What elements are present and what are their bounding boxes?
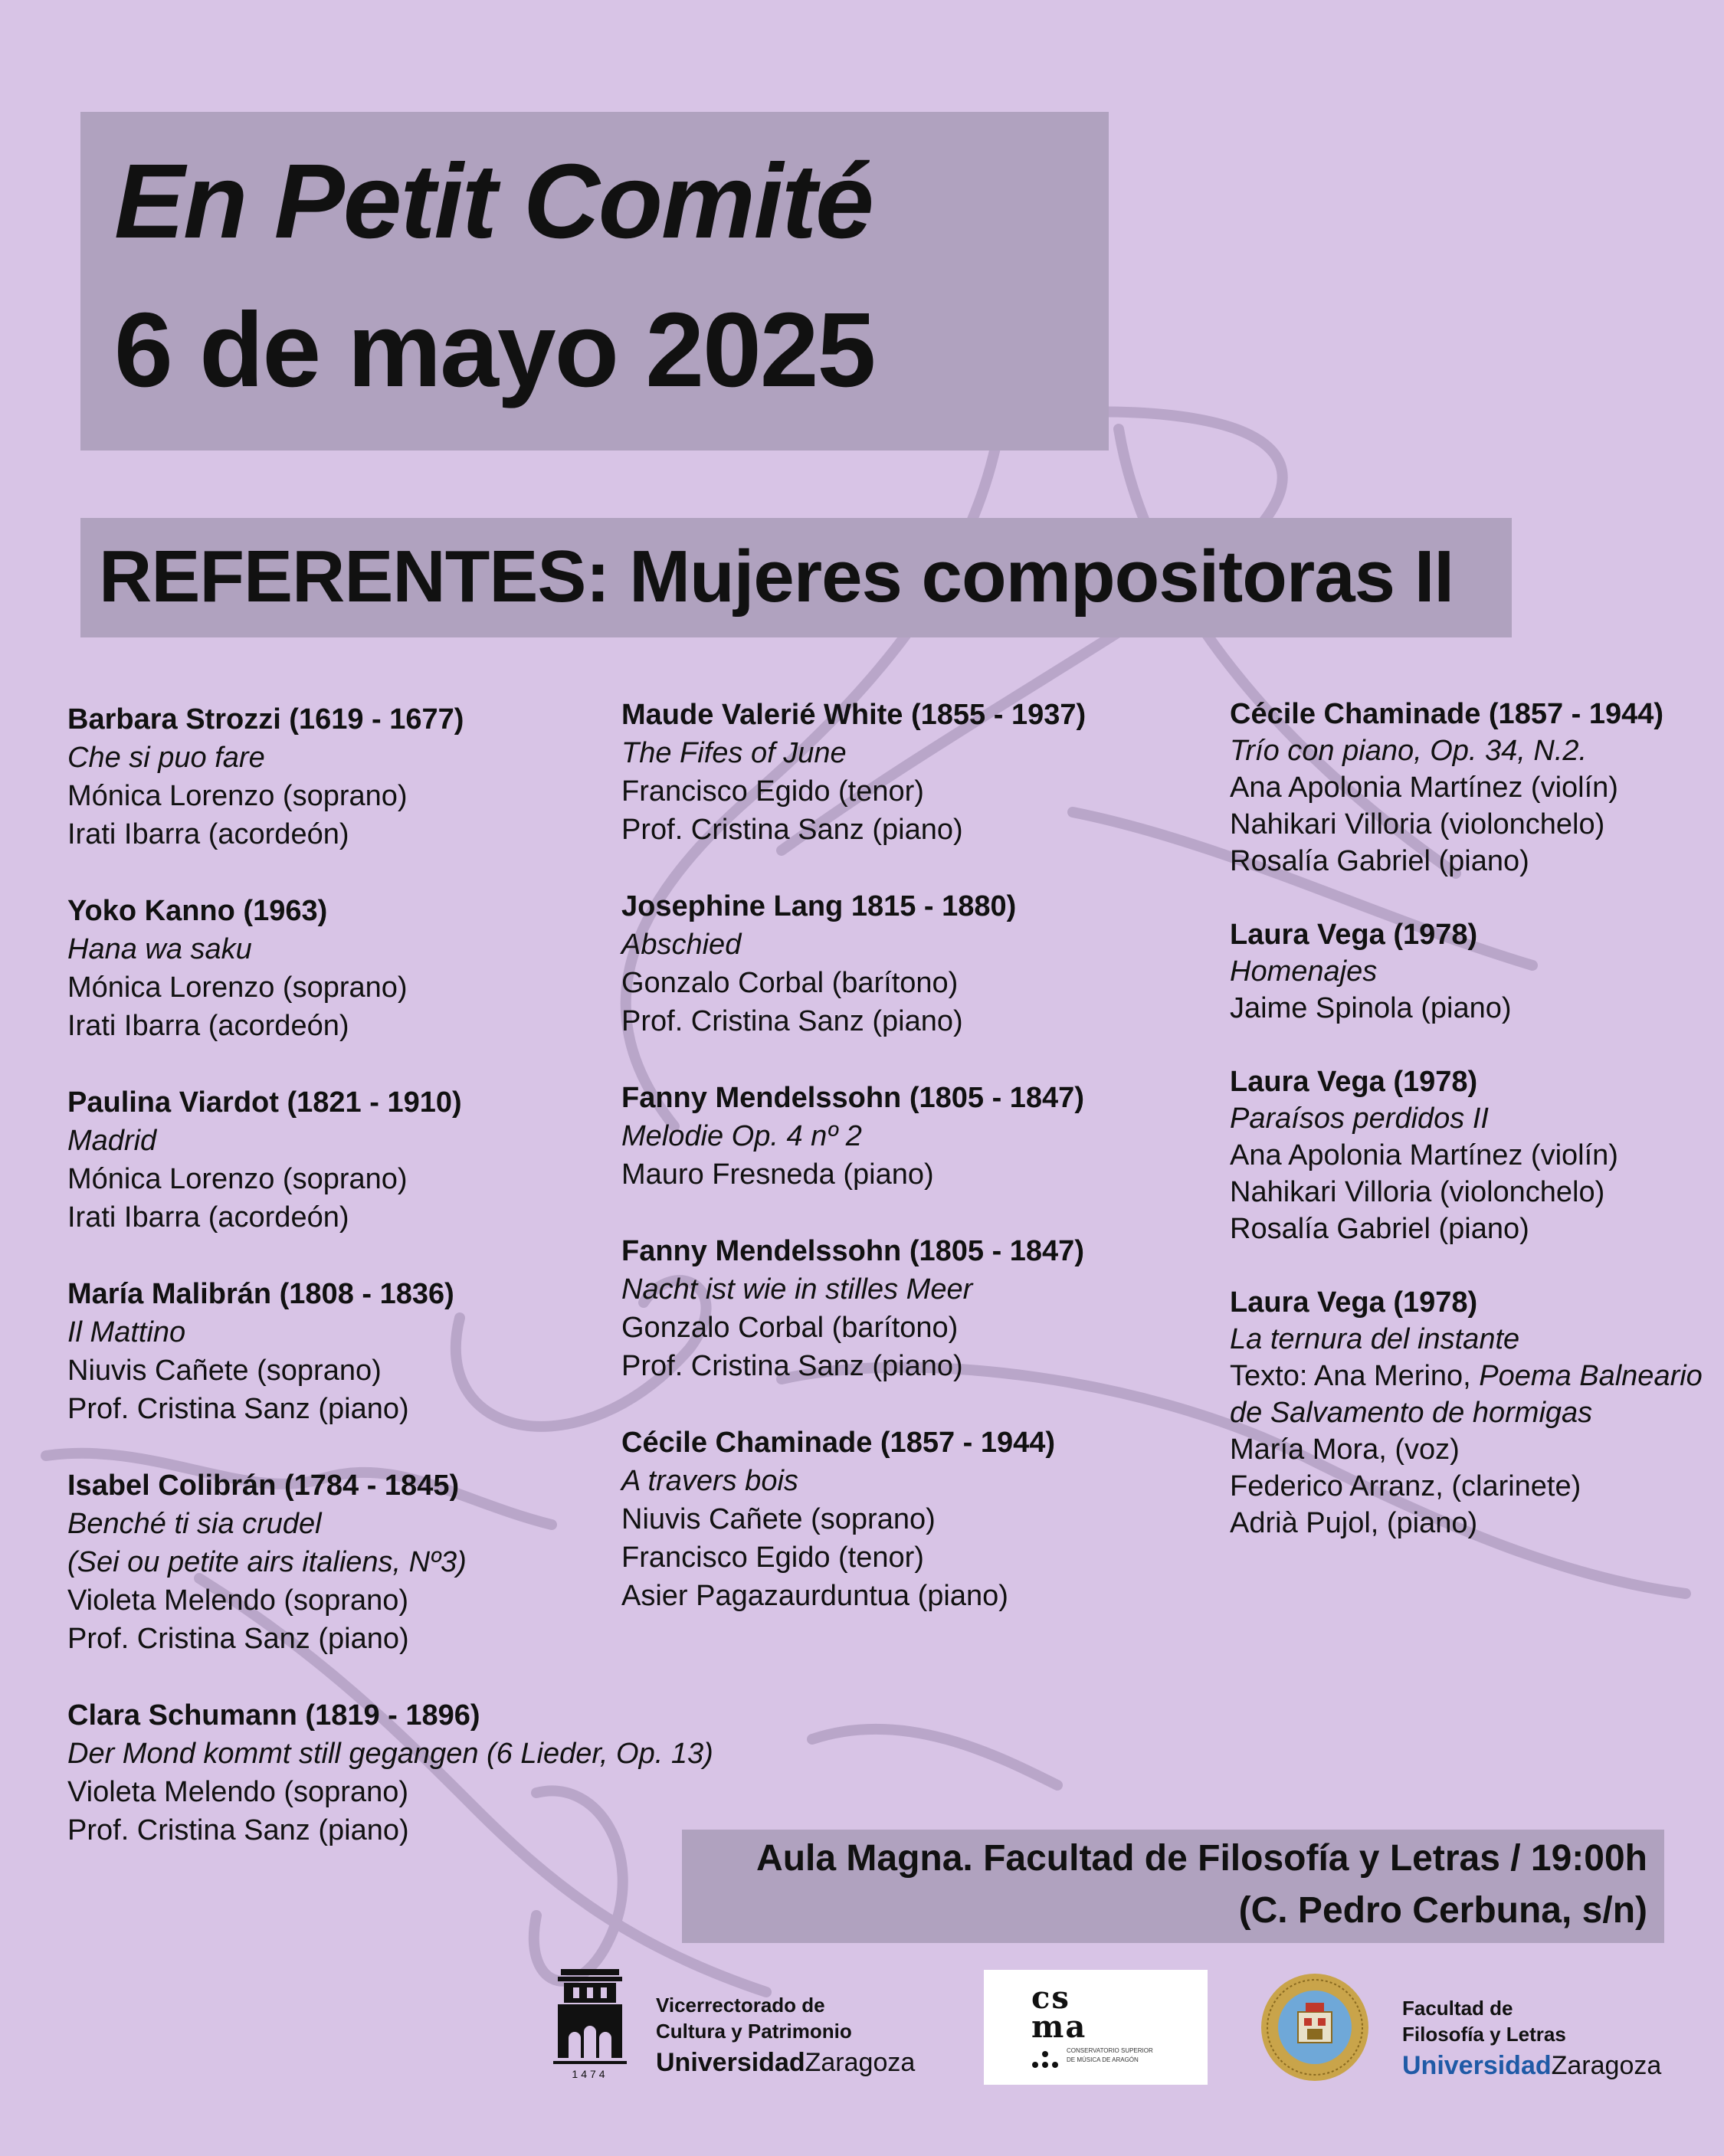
performer: Prof. Cristina Sanz (piano) [67,1814,409,1846]
zaragoza-word: Zaragoza [805,2048,916,2077]
composer-name: Clara Schumann (1819 - 1896) [67,1699,480,1732]
work-title: Paraísos perdidos II [1230,1103,1489,1135]
program-entry [621,1079,1234,1194]
composer-name: Barbara Strozzi (1619 - 1677) [67,703,464,736]
csma-caption-line1: CONSERVATORIO SUPERIOR [1067,2047,1153,2054]
performer: Ana Apolonia Martínez (violín) [1230,772,1618,804]
program-column-3 [1230,696,1720,1578]
composer-name: Fanny Mendelssohn (1805 - 1847) [621,1082,1084,1114]
performer: Mónica Lorenzo (soprano) [67,972,408,1004]
performer: Gonzalo Corbal (barítono) [621,967,959,999]
performer: Adrià Pujol, (piano) [1230,1507,1478,1539]
program-entry [621,887,1234,1040]
program-entry [1230,1063,1720,1247]
program-entry [1230,916,1720,1027]
performer: Niuvis Cañete (soprano) [621,1503,936,1535]
program-entry [1230,1284,1720,1542]
work-title: Nacht ist wie in stilles Meer [621,1273,973,1306]
work-title: Abschied [621,929,742,961]
performer: Nahikari Villoria (violonchelo) [1230,1176,1605,1208]
text-credit [1230,1358,1720,1394]
performer: Mónica Lorenzo (soprano) [67,780,408,812]
performer: Violeta Melendo (soprano) [67,1776,409,1808]
performer: Federico Arranz, (clarinete) [1230,1470,1581,1502]
faculty-line2: Filosofía y Letras [1402,2023,1566,2046]
performer: Rosalía Gabriel (piano) [1230,845,1529,877]
poem-title-cont: de Salvamento de hormigas [1230,1397,1593,1429]
poem-title: Poema Balneario [1479,1360,1703,1392]
zaragoza-word: Zaragoza [1551,2051,1662,2080]
venue-location: Aula Magna. Facultad de Filosofía y Letras / 19:00h [756,1838,1647,1879]
performer: Nahikari Villoria (violonchelo) [1230,808,1605,840]
performer: Francisco Egido (tenor) [621,1542,924,1574]
text-credit-prefix: Texto: Ana Merino, [1230,1360,1480,1392]
performer: Prof. Cristina Sanz (piano) [67,1393,409,1425]
performer: Niuvis Cañete (soprano) [67,1355,382,1387]
composer-name: Cécile Chaminade (1857 - 1944) [1230,698,1664,730]
university-tower-logo [553,1968,627,2081]
faculty-logo-text [1402,1995,1661,2081]
composer-name: Laura Vega (1978) [1230,919,1478,951]
csma-dots-icon [1031,2050,1062,2071]
composer-name: Josephine Lang 1815 - 1880) [621,890,1017,922]
performer: Gonzalo Corbal (barítono) [621,1312,959,1344]
performer: Prof. Cristina Sanz (piano) [621,1005,963,1037]
performer: Mauro Fresneda (piano) [621,1158,934,1191]
composer-name: Yoko Kanno (1963) [67,895,328,927]
composer-name: María Malibrán (1808 - 1836) [67,1278,454,1310]
csma-mark-line2: ma [1031,2009,1087,2045]
university-wordmark [656,2047,915,2078]
performer: Ana Apolonia Martínez (violín) [1230,1139,1618,1171]
work-title: Homenajes [1230,955,1378,988]
performer: Francisco Egido (tenor) [621,775,924,808]
university-word: Universidad [656,2048,805,2077]
performer: Prof. Cristina Sanz (piano) [67,1623,409,1655]
work-title: Il Mattino [67,1316,186,1348]
work-title: Trío con piano, Op. 34, N.2. [1230,735,1588,767]
work-subtitle: (Sei ou petite airs italiens, Nº3) [67,1546,467,1578]
program-entry [1230,696,1720,880]
composer-name: Fanny Mendelssohn (1805 - 1847) [621,1235,1084,1267]
composer-name: Laura Vega (1978) [1230,1286,1478,1319]
work-title: Madrid [67,1125,157,1157]
program-column-2 [621,696,1234,1653]
performer: María Mora, (voz) [1230,1434,1460,1466]
subtitle-box [80,518,1512,637]
composer-name: Isabel Colibrán (1784 - 1845) [67,1470,460,1502]
event-date: 6 de mayo 2025 [114,291,875,409]
performer: Asier Pagazaurduntua (piano) [621,1580,1008,1612]
composer-name: Cécile Chaminade (1857 - 1944) [621,1427,1056,1459]
performer: Mónica Lorenzo (soprano) [67,1163,408,1195]
tower-year: 1474 [572,2068,608,2080]
performer: Prof. Cristina Sanz (piano) [621,1350,963,1382]
work-title: Hana wa saku [67,933,252,965]
csma-mark [1031,1980,1087,2045]
vicerrectorado-logo-text [656,1992,915,2078]
venue-box [682,1830,1664,1943]
performer: Irati Ibarra (acordeón) [67,1201,349,1234]
work-title: Melodie Op. 4 nº 2 [621,1120,862,1152]
vicerrectorado-line2: Cultura y Patrimonio [656,2020,852,2043]
composer-name: Laura Vega (1978) [1230,1066,1478,1098]
faculty-university-wordmark [1402,2050,1661,2081]
performer: Irati Ibarra (acordeón) [67,1010,349,1042]
title-box [80,112,1109,451]
csma-caption-line2: DE MÚSICA DE ARAGÓN [1067,2056,1139,2063]
csma-mark-line1: cs [1031,1980,1070,2016]
work-title: A travers bois [621,1465,798,1497]
performer: Prof. Cristina Sanz (piano) [621,814,963,846]
event-subtitle: REFERENTES: Mujeres compositoras II [99,536,1454,618]
composer-name: Paulina Viardot (1821 - 1910) [67,1086,462,1119]
vicerrectorado-line1: Vicerrectorado de [656,1994,825,2017]
performer: Jaime Spinola (piano) [1230,992,1512,1024]
faculty-line1: Facultad de [1402,1997,1513,2020]
event-title: En Petit Comité [114,143,873,260]
program-entry [621,1232,1234,1385]
csma-logo [984,1970,1208,2085]
composer-name: Maude Valerié White (1855 - 1937) [621,699,1087,731]
program-entry [67,1696,757,1850]
work-title: Benché ti sia crudel [67,1508,322,1540]
university-word: Universidad [1402,2051,1552,2080]
work-title: Che si puo fare [67,742,265,774]
performer: Irati Ibarra (acordeón) [67,818,349,850]
program-entry [621,696,1234,849]
faculty-seal-logo [1260,1972,1370,2082]
work-title: La ternura del instante [1230,1323,1520,1355]
performer: Rosalía Gabriel (piano) [1230,1213,1529,1245]
csma-caption [1067,2046,1153,2065]
venue-address: (C. Pedro Cerbuna, s/n) [1238,1890,1647,1931]
work-title: Der Mond kommt still gegangen (6 Lieder, Op. 13) [67,1738,713,1770]
program-entry [621,1424,1234,1615]
work-title: The Fifes of June [621,737,847,769]
performer: Violeta Melendo (soprano) [67,1584,409,1617]
